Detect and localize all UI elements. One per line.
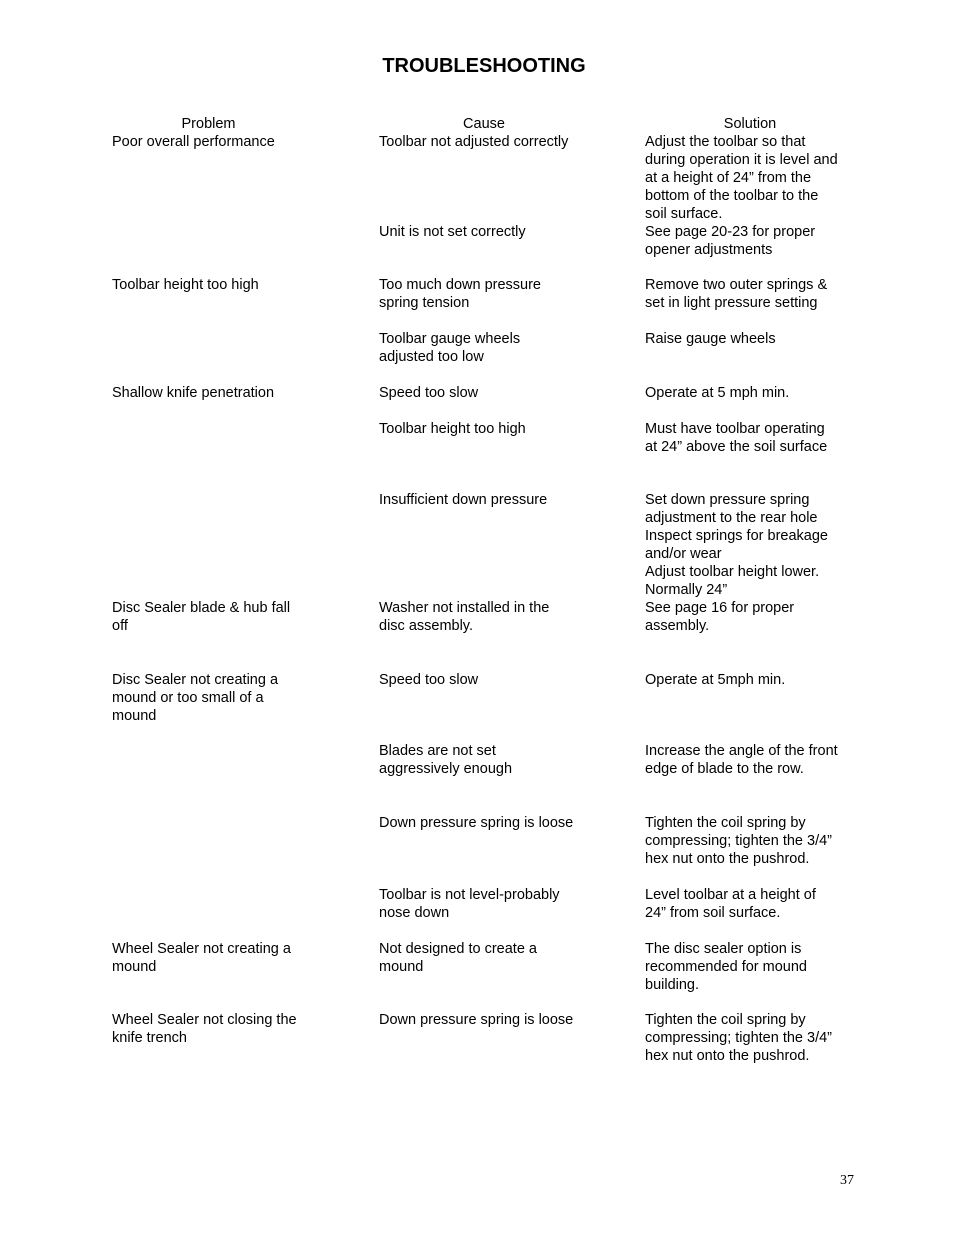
row-cause: Insufficient down pressure bbox=[379, 492, 548, 508]
row-solution: Level toolbar at a height of 24” from soil surface. bbox=[645, 887, 816, 921]
row-problem: Disc Sealer blade & hub fall off bbox=[112, 600, 291, 634]
row-problem: Disc Sealer not creating a mound or too small of a mound bbox=[112, 672, 279, 724]
header-cause: Cause bbox=[463, 116, 505, 132]
row-cause: Speed too slow bbox=[379, 672, 479, 688]
page-number: 37 bbox=[840, 1173, 854, 1188]
row-cause: Not designed to create a mound bbox=[379, 941, 537, 975]
row-cause: Too much down pressure spring tension bbox=[379, 277, 541, 311]
row-problem: Wheel Sealer not creating a mound bbox=[112, 941, 291, 975]
row-cause: Toolbar height too high bbox=[379, 421, 526, 437]
row-solution: Raise gauge wheels bbox=[645, 331, 776, 347]
row-cause: Down pressure spring is loose bbox=[379, 815, 574, 831]
row-solution: Must have toolbar operating at 24” above the soil surface bbox=[645, 421, 828, 455]
row-problem: Poor overall performance bbox=[112, 134, 275, 150]
row-solution: Operate at 5mph min. bbox=[645, 672, 786, 688]
row-solution: See page 20-23 for proper opener adjustments bbox=[645, 224, 816, 258]
row-cause: Toolbar not adjusted correctly bbox=[379, 134, 569, 150]
row-solution: Tighten the coil spring by compressing; tighten the 3/4” hex nut onto the pushrod. bbox=[645, 815, 832, 867]
row-problem: Wheel Sealer not closing the knife trench bbox=[112, 1012, 297, 1046]
header-problem: Problem bbox=[181, 116, 236, 132]
row-solution: Remove two outer springs & set in light pressure setting bbox=[645, 277, 828, 311]
row-cause: Blades are not set aggressively enough bbox=[379, 743, 513, 777]
row-cause: Unit is not set correctly bbox=[379, 224, 526, 240]
row-cause: Down pressure spring is loose bbox=[379, 1012, 574, 1028]
row-problem: Toolbar height too high bbox=[112, 277, 259, 293]
row-cause: Washer not installed in the disc assembly. bbox=[379, 600, 550, 634]
row-cause: Toolbar is not level-probably nose down bbox=[379, 887, 560, 921]
row-solution: See page 16 for proper assembly. bbox=[645, 600, 795, 634]
page-title: TROUBLESHOOTING bbox=[382, 55, 586, 77]
row-solution: Adjust the toolbar so that during operation it is level and at a height of 24” from the bottom of the toolbar to the soil surface. bbox=[645, 134, 838, 222]
row-problem: Shallow knife penetration bbox=[112, 385, 275, 401]
row-cause: Toolbar gauge wheels adjusted too low bbox=[379, 331, 521, 365]
row-solution: Set down pressure spring adjustment to the rear hole Inspect springs for breakage and/or wear Adjust toolbar height lower. Normally 24” bbox=[645, 492, 828, 598]
row-cause: Speed too slow bbox=[379, 385, 479, 401]
row-solution: Tighten the coil spring by compressing; tighten the 3/4” hex nut onto the pushrod. bbox=[645, 1012, 832, 1064]
row-solution: The disc sealer option is recommended for mound building. bbox=[645, 941, 807, 993]
row-solution: Increase the angle of the front edge of blade to the row. bbox=[645, 743, 838, 777]
row-solution: Operate at 5 mph min. bbox=[645, 385, 790, 401]
header-solution: Solution bbox=[723, 116, 777, 132]
